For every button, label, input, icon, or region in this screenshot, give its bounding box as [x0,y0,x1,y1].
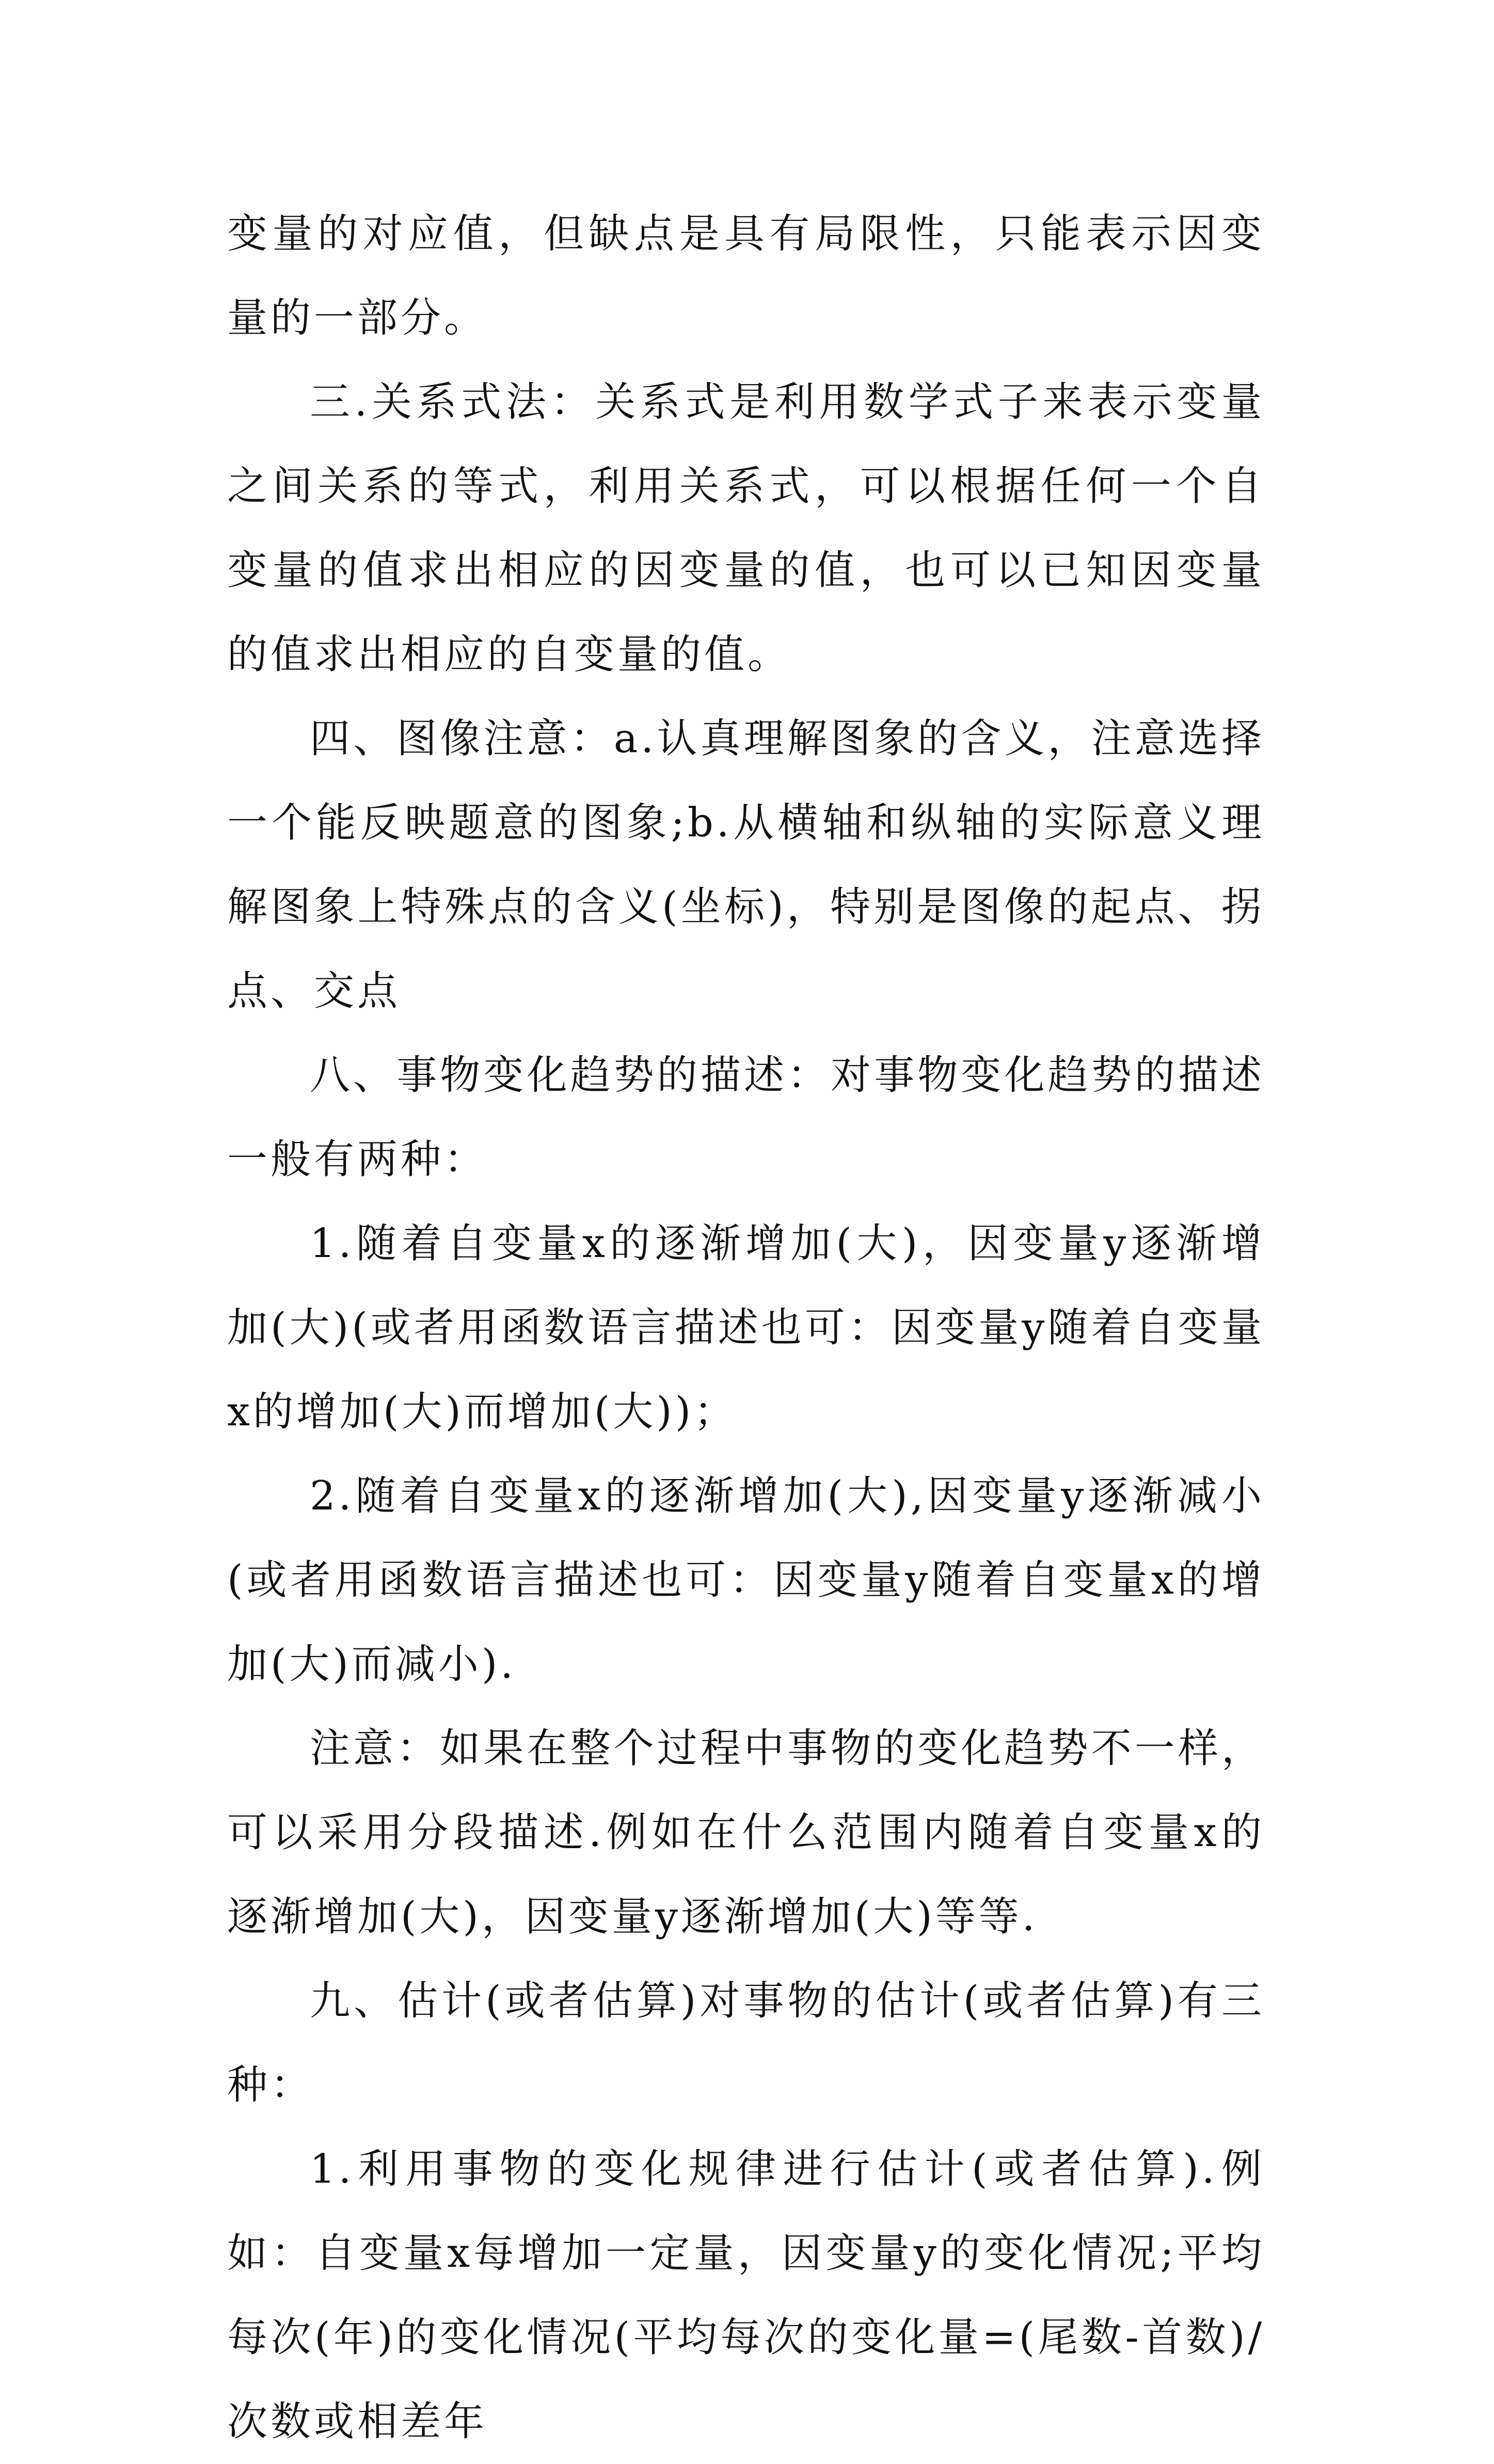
paragraph-estimation: 九、估计(或者估算)对事物的估计(或者估算)有三种： [227,1978,1265,2108]
paragraph-note-segmented: 注意：如果在整个过程中事物的变化趋势不一样，可以采用分段描述.例如在什么范围内随着自变量x的逐渐增加(大)，因变量y逐渐增加(大)等等. [227,1725,1265,1940]
paragraph-trend-description: 八、事物变化趋势的描述：对事物变化趋势的描述一般有两种： [227,1052,1265,1183]
document-body [227,192,1265,2464]
paragraph-trend-increase: 1.随着自变量x的逐渐增加(大)，因变量y逐渐增加(大)(或者用函数语言描述也可：因变量y随着自变量x的增加(大)而增加(大))； [227,1220,1265,1435]
paragraph-graph-notes: 四、图像注意：a.认真理解图象的含义，注意选择一个能反映题意的图象;b.从横轴和纵轴的实际意义理解图象上特殊点的含义(坐标)，特别是图像的起点、拐点、交点 [227,716,1265,1014]
paragraph-estimation-rule: 1.利用事物的变化规律进行估计(或者估算).例如：自变量x每增加一定量，因变量y的变化情况;平均每次(年)的变化情况(平均每次的变化量=(尾数-首数)/次数或相差年 [227,2146,1265,2445]
paragraph-trend-decrease: 2.随着自变量x的逐渐增加(大),因变量y逐渐减小(或者用函数语言描述也可：因变量y随着自变量x的增加(大)而减小). [227,1473,1265,1688]
paragraph-relation-formula: 三.关系式法：关系式是利用数学式子来表示变量之间关系的等式，利用关系式，可以根据任何一个自变量的值求出相应的因变量的值，也可以已知因变量的值求出相应的自变量的值。 [227,379,1265,678]
paragraph-continuation: 变量的对应值，但缺点是具有局限性，只能表示因变量的一部分。 [227,211,1265,341]
